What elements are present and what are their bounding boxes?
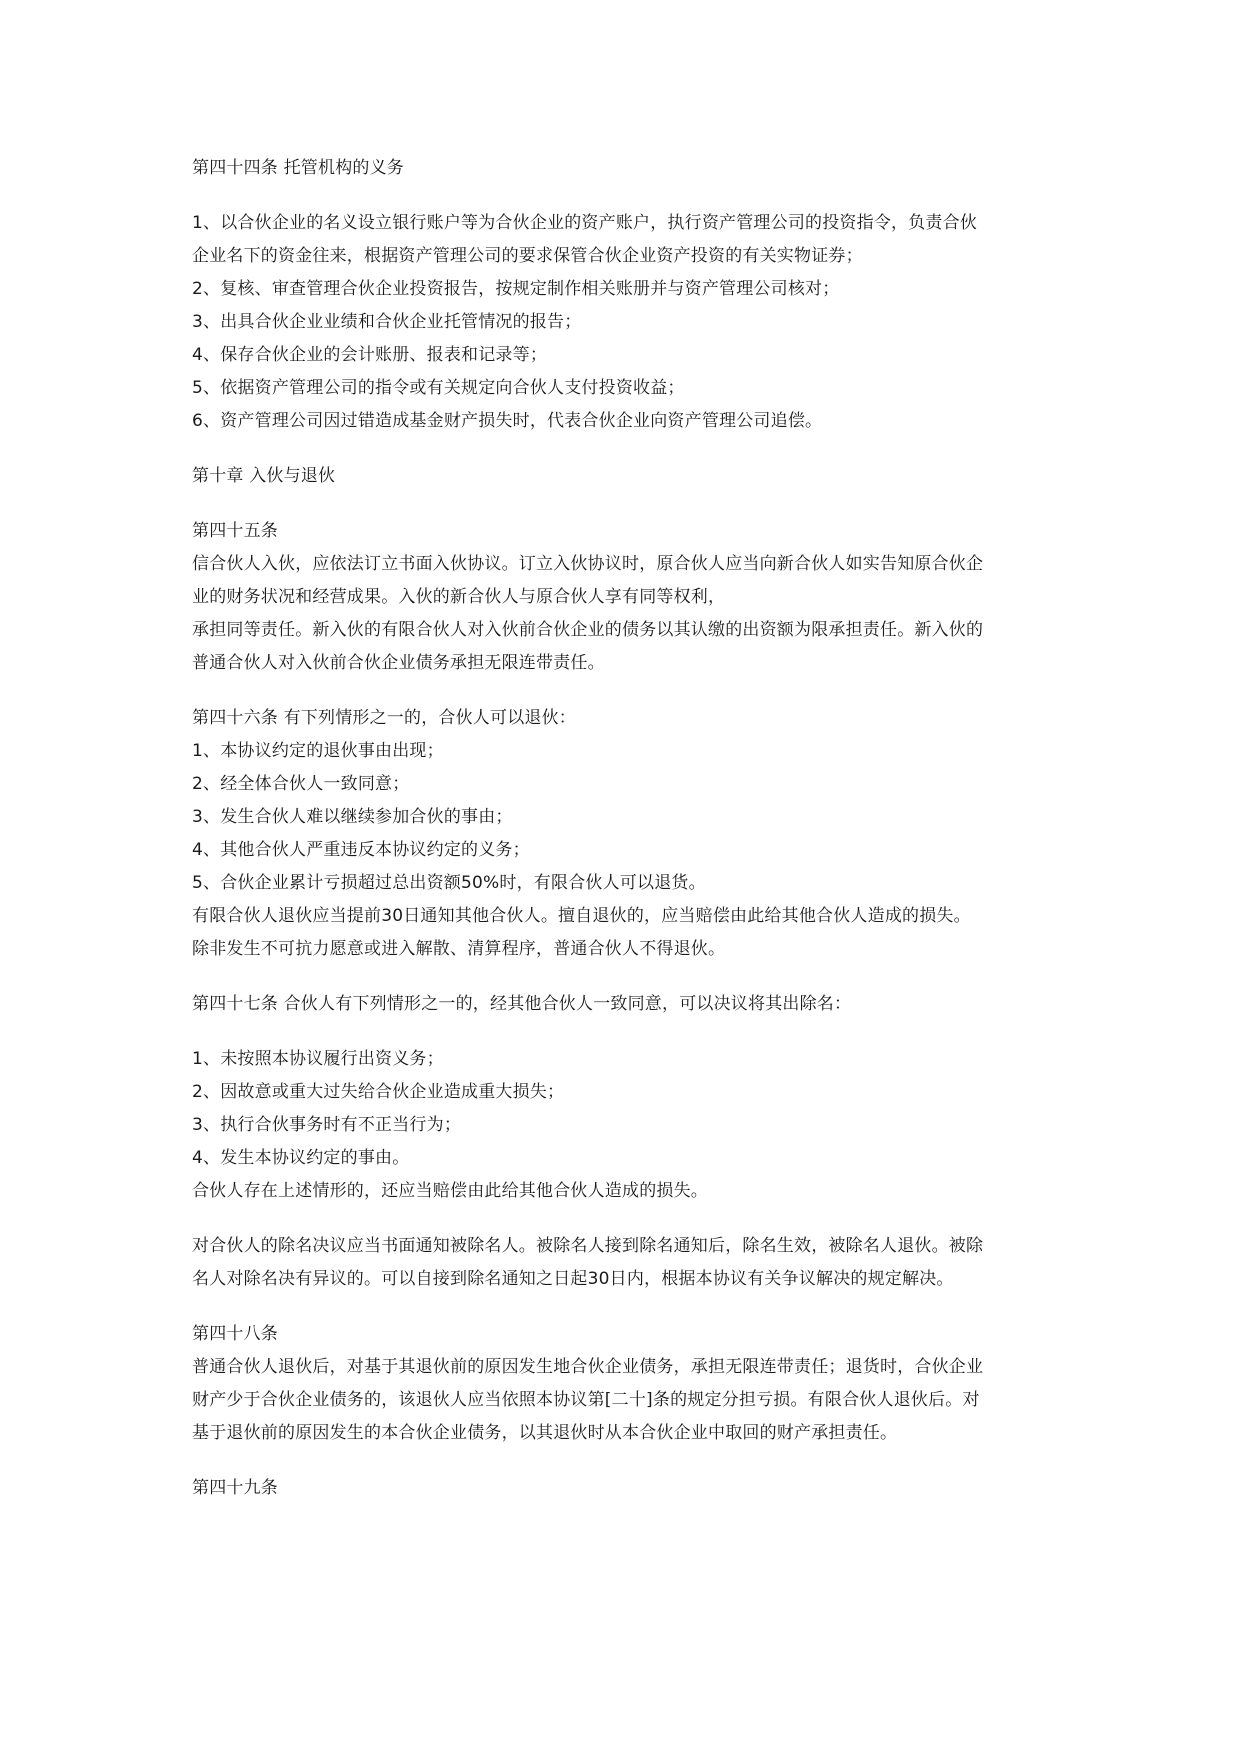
article-45-line: 业的财务状况和经营成果。入伙的新合伙人与原合伙人享有同等权利， [192, 587, 726, 607]
spacer [192, 185, 1062, 207]
article-48-line: 普通合伙人退伙后，对基于其退伙前的原因发生地合伙企业债务，承担无限连带责任；退货时，合伙企业 [192, 1357, 984, 1377]
article-44-item: 5、依据资产管理公司的指令或有关规定向合伙人支付投资收益； [192, 378, 685, 398]
article-45-line: 承担同等责任。新入伙的有限合伙人对入伙前合伙企业的债务以其认缴的出资额为限承担责任。新入伙的 [192, 620, 984, 640]
article-45-line: 信合伙人入伙，应依法订立书面入伙协议。订立入伙协议时，原合伙人应当向新合伙人如实告知原合伙企 [192, 554, 984, 574]
spacer [192, 1296, 1062, 1318]
document-body [192, 152, 1062, 1505]
spacer [192, 1450, 1062, 1472]
article-47-item: 1、未按照本协议履行出资义务； [192, 1049, 444, 1069]
article-47-item: 4、发生本协议约定的事由。 [192, 1148, 410, 1168]
article-44-title: 第四十四条 托管机构的义务 [192, 158, 405, 178]
spacer [192, 493, 1062, 515]
article-48-line: 财产少于合伙企业债务的，该退伙人应当依照本协议第[二十]条的规定分担亏损。有限合伙人退伙后。对 [192, 1390, 980, 1410]
article-44-item: 1、以合伙企业的名义设立银行账户等为合伙企业的资产账户，执行资产管理公司的投资指令，负责合伙 [192, 213, 978, 233]
article-46-item: 3、发生合伙人难以继续参加合伙的事由； [192, 807, 513, 827]
article-48-title: 第四十八条 [192, 1324, 278, 1344]
article-45-title: 第四十五条 [192, 521, 278, 541]
article-44-item: 2、复核、审查管理合伙企业投资报告，按规定制作相关账册并与资产管理公司核对； [192, 279, 840, 299]
article-47-paragraph: 对合伙人的除名决议应当书面通知被除名人。被除名人接到除名通知后，除名生效，被除名人退伙。被除 [192, 1236, 984, 1256]
spacer [192, 438, 1062, 460]
article-47-item: 2、因故意或重大过失给合伙企业造成重大损失； [192, 1082, 565, 1102]
chapter-10-title: 第十章 入伙与退伙 [192, 466, 336, 486]
article-46-title: 第四十六条 有下列情形之一的，合伙人可以退伙： [192, 708, 577, 728]
article-49-title: 第四十九条 [192, 1478, 278, 1498]
spacer [192, 680, 1062, 702]
article-46-item: 2、经全体合伙人一致同意； [192, 774, 410, 794]
article-47-item: 3、执行合伙事务时有不正当行为； [192, 1115, 462, 1135]
article-46-item: 1、本协议约定的退伙事由出现； [192, 741, 444, 761]
article-44-item: 3、出具合伙企业业绩和合伙企业托管情况的报告； [192, 312, 582, 332]
article-48-line: 基于退伙前的原因发生的本合伙企业债务，以其退伙时从本合伙企业中取回的财产承担责任。 [192, 1423, 898, 1443]
article-46-item: 5、合伙企业累计亏损超过总出资额50%时，有限合伙人可以退货。 [192, 873, 706, 893]
article-46-note: 除非发生不可抗力愿意或进入解散、清算程序，普通合伙人不得退伙。 [192, 939, 726, 959]
article-47-paragraph: 名人对除名决有异议的。可以自接到除名通知之日起30日内，根据本协议有关争议解决的规定解决。 [192, 1269, 954, 1289]
article-47-note: 合伙人存在上述情形的，还应当赔偿由此给其他合伙人造成的损失。 [192, 1181, 708, 1201]
article-46-item: 4、其他合伙人严重违反本协议约定的义务； [192, 840, 530, 860]
article-44-item: 企业名下的资金往来，根据资产管理公司的要求保管合伙企业资产投资的有关实物证券； [192, 246, 863, 266]
article-46-note: 有限合伙人退伙应当提前30日通知其他合伙人。擅自退伙的，应当赔偿由此给其他合伙人造成的损失。 [192, 906, 971, 926]
article-44-item: 6、资产管理公司因过错造成基金财产损失时，代表合伙企业向资产管理公司追偿。 [192, 411, 823, 431]
spacer [192, 1021, 1062, 1043]
spacer [192, 1208, 1062, 1230]
article-47-title: 第四十七条 合伙人有下列情形之一的，经其他合伙人一致同意，可以决议将其出除名： [192, 994, 852, 1014]
article-45-line: 普通合伙人对入伙前合伙企业债务承担无限连带责任。 [192, 653, 605, 673]
article-44-item: 4、保存合伙企业的会计账册、报表和记录等； [192, 345, 548, 365]
spacer [192, 966, 1062, 988]
